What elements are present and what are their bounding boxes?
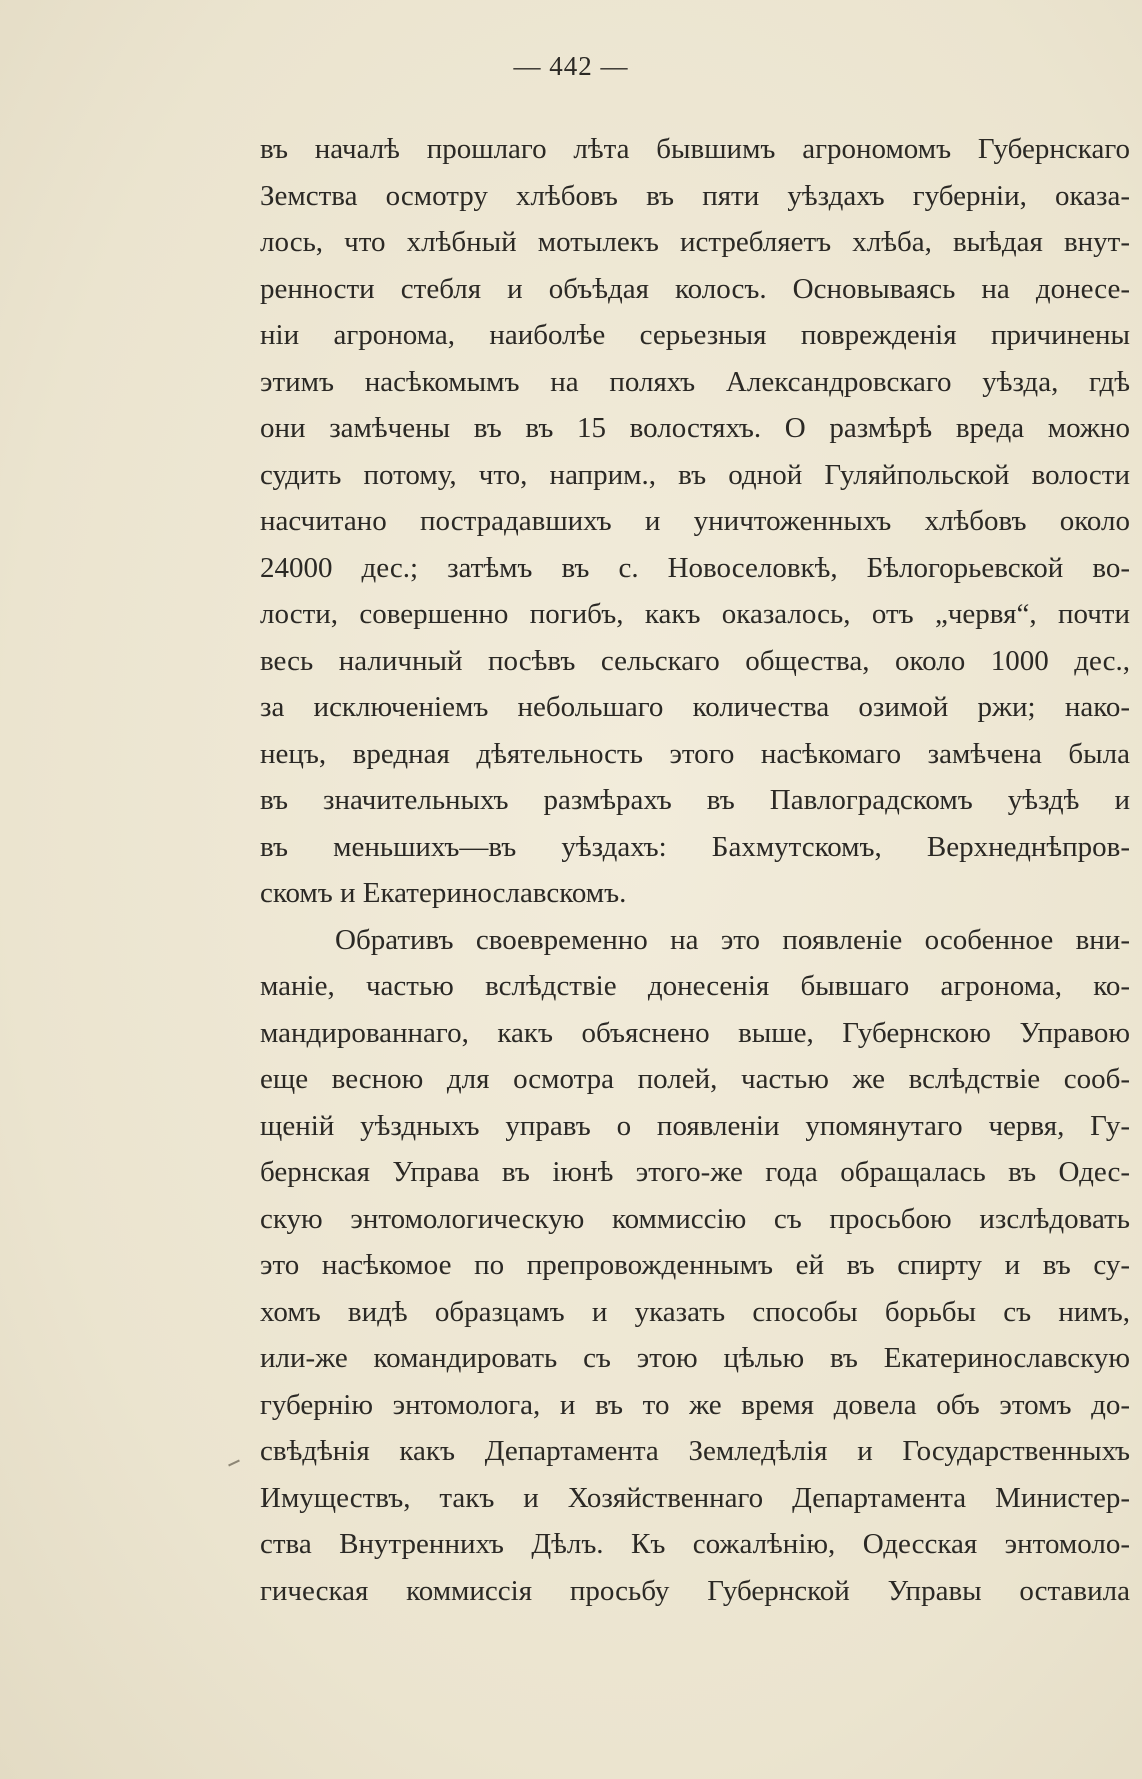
text-line: они замѣчены въ въ 15 волостяхъ. О размѣрѣ вреда можно (260, 412, 1130, 444)
text-line: лось, что хлѣбный мотылекъ истребляетъ хлѣба, выѣдая внут- (260, 226, 1130, 258)
text-line: Имуществъ, такъ и Хозяйственнаго Департамента Министер- (260, 1481, 1130, 1514)
text-line: за исключеніемъ небольшаго количества озимой ржи; нако- (260, 691, 1130, 723)
body-text (260, 126, 1130, 1614)
text-line: ренности стебля и объѣдая колосъ. Основываясь на донесе- (260, 272, 1130, 305)
text-line: еще весною для осмотра полей, частью же вслѣдствіе сооб- (260, 1063, 1130, 1095)
text-line: мандированнаго, какъ объяснено выше, Губернскою Управою (260, 1016, 1130, 1049)
text-line: весь наличный посѣвъ сельскаго общества, около 1000 дес., (260, 644, 1130, 677)
text-line: скую энтомологическую коммиссію съ просьбою изслѣдовать (260, 1202, 1130, 1235)
text-line: 24000 дес.; затѣмъ въ с. Новоселовкѣ, Бѣлогорьевской во- (260, 551, 1130, 584)
text-line: нецъ, вредная дѣятельность этого насѣкомаго замѣчена была (260, 737, 1130, 770)
text-line: или-же командировать съ этою цѣлью въ Екатеринославскую (260, 1342, 1130, 1374)
text-line: этимъ насѣкомымъ на поляхъ Александровскаго уѣзда, гдѣ (260, 365, 1130, 398)
text-line: насчитано пострадавшихъ и уничтоженныхъ хлѣбовъ около (260, 505, 1130, 537)
text-line: лости, совершенно погибъ, какъ оказалось, отъ „червя“, почти (260, 598, 1130, 630)
page-number: — 442 — (513, 51, 629, 81)
text-line: щеній уѣздныхъ управъ о появленіи упомянутаго червя, Гу- (260, 1109, 1130, 1142)
text-line: судить потому, что, наприм., въ одной Гуляйпольской волости (260, 458, 1130, 491)
text-line: въ значительныхъ размѣрахъ въ Павлоградскомъ уѣздѣ и (260, 784, 1130, 816)
text-line: гическая коммиссія просьбу Губернской Управы оставила (260, 1574, 1130, 1607)
text-line: губернію энтомолога, и въ то же время довела объ этомъ до- (260, 1388, 1130, 1421)
text-line: хомъ видѣ образцамъ и указать способы борьбы съ нимъ, (260, 1295, 1130, 1328)
text-line: скомъ и Екатеринославскомъ. (260, 877, 627, 909)
text-line: въ началѣ прошлаго лѣта бывшимъ агрономомъ Губернскаго (260, 133, 1130, 165)
text-line: бернская Управа въ іюнѣ этого-же года обращалась въ Одес- (260, 1156, 1130, 1188)
margin-pencil-mark (228, 1460, 240, 1467)
text-line: въ меньшихъ—въ уѣздахъ: Бахмутскомъ, Верхнеднѣпров- (260, 830, 1130, 863)
text-line: свѣдѣнія какъ Департамента Земледѣлія и Государственныхъ (260, 1435, 1130, 1467)
text-line: ніи агронома, наиболѣе серьезныя поврежденія причинены (260, 319, 1130, 351)
text-line: это насѣкомое по препровожденнымъ ей въ спирту и въ су- (260, 1249, 1130, 1281)
text-line: маніе, частью вслѣдствіе донесенія бывшаго агронома, ко- (260, 970, 1130, 1002)
paragraph-start-line: Обративъ своевременно на это появленіе особенное вни- (335, 923, 1130, 956)
text-line: ства Внутреннихъ Дѣлъ. Къ сожалѣнію, Одесская энтомоло- (260, 1528, 1130, 1560)
text-line: Земства осмотру хлѣбовъ въ пяти уѣздахъ губерніи, оказа- (260, 179, 1130, 212)
